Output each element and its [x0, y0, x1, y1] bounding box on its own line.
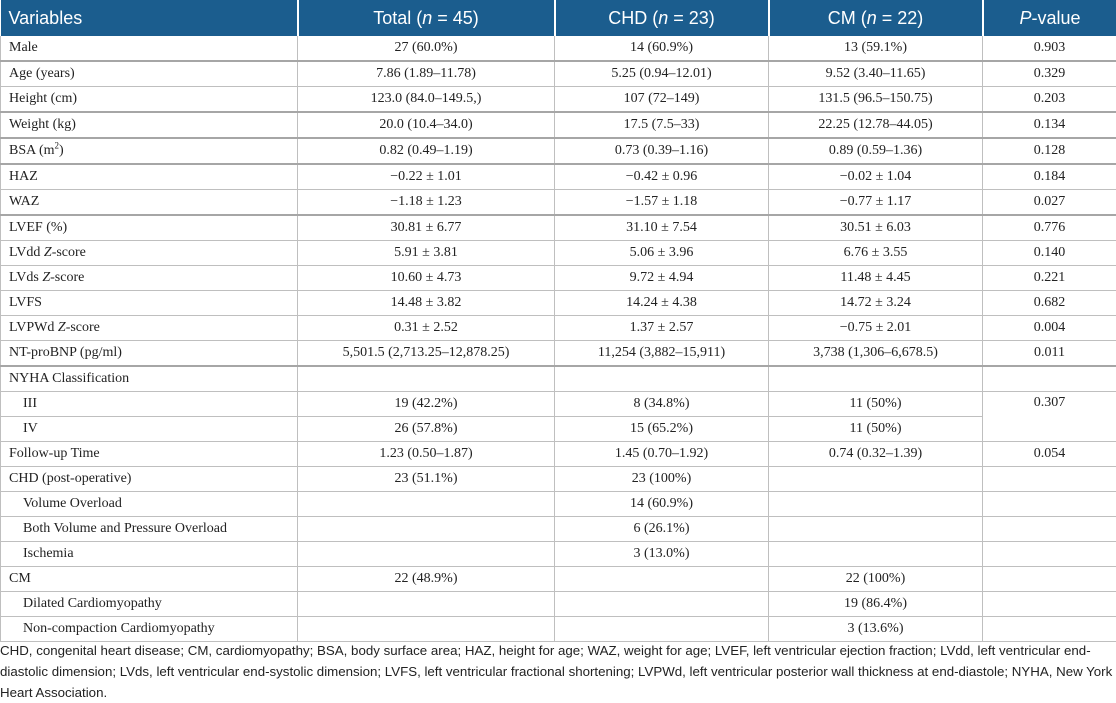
row-label: CM — [1, 567, 298, 592]
row-label: NT-proBNP (pg/ml) — [1, 341, 298, 367]
table-row — [1, 617, 1116, 642]
lvds-label-suffix: -score — [50, 270, 84, 285]
row-label — [1, 266, 298, 291]
cell-cm — [769, 467, 983, 492]
cell-chd: 31.10 ± 7.54 — [555, 215, 769, 241]
cell-p-value: 0.011 — [983, 341, 1116, 367]
header-chd-n: n — [658, 8, 668, 28]
cell-total — [298, 542, 555, 567]
lvpwd-label-z: Z — [58, 320, 66, 335]
row-label: Both Volume and Pressure Overload — [1, 517, 298, 542]
cell-cm — [769, 492, 983, 517]
cell-p-value: 0.682 — [983, 291, 1116, 316]
lvdd-label-suffix: -score — [52, 245, 86, 260]
bsa-label-close: ) — [59, 143, 64, 158]
header-variables — [1, 0, 298, 36]
table-footnote: CHD, congenital heart disease; CM, cardiomyopathy; BSA, body surface area; HAZ, height for age; WAZ, weight for age; LVEF, left ventricular ejection fraction; LVdd, left ventricular end-diastolic dimension; LVds, left ventricular end-systolic dimension; LVFS, left ventricular fractional shortening; LVPWd, left ventricular posterior wall thickness at end-diastole; NYHA, New York Heart Association. — [0, 640, 1114, 703]
cell-total: 27 (60.0%) — [298, 36, 555, 61]
cell-cm: 13 (59.1%) — [769, 36, 983, 61]
cell-p-value — [983, 366, 1116, 392]
cell-chd: 107 (72–149) — [555, 87, 769, 113]
cell-total: 30.81 ± 6.77 — [298, 215, 555, 241]
lvdd-label-text: LVdd — [9, 245, 44, 260]
cell-chd: 1.45 (0.70–1.92) — [555, 442, 769, 467]
header-cm-label: CM ( — [828, 8, 867, 28]
header-p-value — [983, 0, 1116, 36]
cell-total: 123.0 (84.0–149.5,) — [298, 87, 555, 113]
cell-p-value — [983, 492, 1116, 517]
table-row — [1, 164, 1116, 190]
cell-total: 0.31 ± 2.52 — [298, 316, 555, 341]
table-row — [1, 316, 1116, 341]
cell-chd — [555, 366, 769, 392]
cell-p-value: 0.903 — [983, 36, 1116, 61]
table-row — [1, 215, 1116, 241]
cell-total: 5,501.5 (2,713.25–12,878.25) — [298, 341, 555, 367]
cell-cm: 19 (86.4%) — [769, 592, 983, 617]
table-row — [1, 36, 1116, 61]
cell-p-value: 0.221 — [983, 266, 1116, 291]
cell-total: 20.0 (10.4–34.0) — [298, 112, 555, 138]
cell-total: −1.18 ± 1.23 — [298, 190, 555, 216]
cell-cm: 3,738 (1,306–6,678.5) — [769, 341, 983, 367]
lvdd-label-z: Z — [44, 245, 52, 260]
row-label — [1, 138, 298, 164]
cell-chd — [555, 592, 769, 617]
cell-total: 26 (57.8%) — [298, 417, 555, 442]
table-row — [1, 138, 1116, 164]
cell-chd — [555, 617, 769, 642]
cell-total — [298, 592, 555, 617]
row-label: LVFS — [1, 291, 298, 316]
row-label: HAZ — [1, 164, 298, 190]
table-row — [1, 567, 1116, 592]
cell-cm: 3 (13.6%) — [769, 617, 983, 642]
table-row — [1, 492, 1116, 517]
row-label: LVEF (%) — [1, 215, 298, 241]
row-label: III — [1, 392, 298, 417]
cell-chd: 5.06 ± 3.96 — [555, 241, 769, 266]
table-row — [1, 542, 1116, 567]
row-label: Volume Overload — [1, 492, 298, 517]
cell-total: 5.91 ± 3.81 — [298, 241, 555, 266]
header-total-n: n — [422, 8, 432, 28]
cell-cm: 11 (50%) — [769, 417, 983, 442]
table-row — [1, 592, 1116, 617]
cell-cm: 22 (100%) — [769, 567, 983, 592]
cell-p-value: 0.329 — [983, 61, 1116, 87]
cell-cm: 22.25 (12.78–44.05) — [769, 112, 983, 138]
cell-chd: 11,254 (3,882–15,911) — [555, 341, 769, 367]
row-label: CHD (post-operative) — [1, 467, 298, 492]
cell-p-value: 0.134 — [983, 112, 1116, 138]
row-label: Male — [1, 36, 298, 61]
row-label — [1, 316, 298, 341]
cell-cm — [769, 542, 983, 567]
cell-chd: 14 (60.9%) — [555, 492, 769, 517]
row-label: WAZ — [1, 190, 298, 216]
cell-total — [298, 517, 555, 542]
row-label: Height (cm) — [1, 87, 298, 113]
header-chd — [555, 0, 769, 36]
cell-p-value: 0.307 — [983, 392, 1116, 442]
cell-total — [298, 492, 555, 517]
table-row — [1, 61, 1116, 87]
table-row — [1, 392, 1116, 417]
cell-p-value — [983, 542, 1116, 567]
cell-total: 14.48 ± 3.82 — [298, 291, 555, 316]
lvpwd-label-suffix: -score — [66, 320, 100, 335]
cell-p-value: 0.184 — [983, 164, 1116, 190]
table-row — [1, 112, 1116, 138]
cell-total — [298, 617, 555, 642]
cell-p-value: 0.128 — [983, 138, 1116, 164]
cell-cm: 11 (50%) — [769, 392, 983, 417]
table-row — [1, 87, 1116, 113]
header-chd-label: CHD ( — [608, 8, 658, 28]
cell-chd: 15 (65.2%) — [555, 417, 769, 442]
row-label: Dilated Cardiomyopathy — [1, 592, 298, 617]
cell-total: −0.22 ± 1.01 — [298, 164, 555, 190]
row-label: NYHA Classification — [1, 366, 298, 392]
table-body — [1, 36, 1116, 642]
row-label: Weight (kg) — [1, 112, 298, 138]
lvds-label-z: Z — [42, 270, 50, 285]
cell-cm: −0.02 ± 1.04 — [769, 164, 983, 190]
header-p-rest: -value — [1031, 8, 1080, 28]
row-label: Age (years) — [1, 61, 298, 87]
cell-chd: −0.42 ± 0.96 — [555, 164, 769, 190]
header-row — [1, 0, 1116, 36]
cell-p-value: 0.004 — [983, 316, 1116, 341]
cell-total — [298, 366, 555, 392]
cell-p-value — [983, 467, 1116, 492]
cell-cm — [769, 366, 983, 392]
cell-p-value: 0.776 — [983, 215, 1116, 241]
row-label: Non-compaction Cardiomyopathy — [1, 617, 298, 642]
cell-chd: 3 (13.0%) — [555, 542, 769, 567]
lvpwd-label-text: LVPWd — [9, 320, 58, 335]
table-row — [1, 241, 1116, 266]
table-row — [1, 467, 1116, 492]
cell-p-value — [983, 617, 1116, 642]
lvds-label-text: LVds — [9, 270, 42, 285]
table-row — [1, 417, 1116, 442]
table-row — [1, 266, 1116, 291]
bsa-label-superscript: 2 — [55, 140, 60, 150]
cell-cm: 11.48 ± 4.45 — [769, 266, 983, 291]
header-total-count: = 45) — [432, 8, 479, 28]
table-row — [1, 291, 1116, 316]
cell-chd: −1.57 ± 1.18 — [555, 190, 769, 216]
cell-p-value: 0.027 — [983, 190, 1116, 216]
cell-cm: −0.75 ± 2.01 — [769, 316, 983, 341]
cell-p-value — [983, 567, 1116, 592]
cell-p-value: 0.140 — [983, 241, 1116, 266]
cell-chd: 1.37 ± 2.57 — [555, 316, 769, 341]
cell-p-value — [983, 592, 1116, 617]
cell-total: 7.86 (1.89–11.78) — [298, 61, 555, 87]
row-label: Follow-up Time — [1, 442, 298, 467]
cell-chd: 9.72 ± 4.94 — [555, 266, 769, 291]
row-label — [1, 241, 298, 266]
row-label: Ischemia — [1, 542, 298, 567]
cell-cm: 9.52 (3.40–11.65) — [769, 61, 983, 87]
cell-chd: 23 (100%) — [555, 467, 769, 492]
table-row — [1, 190, 1116, 216]
header-p-italic: P — [1019, 8, 1031, 28]
cell-cm: 30.51 ± 6.03 — [769, 215, 983, 241]
cell-total: 22 (48.9%) — [298, 567, 555, 592]
cell-total: 1.23 (0.50–1.87) — [298, 442, 555, 467]
cell-cm: 14.72 ± 3.24 — [769, 291, 983, 316]
table-row — [1, 366, 1116, 392]
cell-chd: 14.24 ± 4.38 — [555, 291, 769, 316]
header-cm-count: = 22) — [877, 8, 924, 28]
row-label: IV — [1, 417, 298, 442]
cell-cm: 6.76 ± 3.55 — [769, 241, 983, 266]
cell-chd: 17.5 (7.5–33) — [555, 112, 769, 138]
header-chd-count: = 23) — [668, 8, 715, 28]
header-total-label: Total ( — [373, 8, 422, 28]
cell-cm: 131.5 (96.5–150.75) — [769, 87, 983, 113]
cell-cm — [769, 517, 983, 542]
cell-total: 0.82 (0.49–1.19) — [298, 138, 555, 164]
cell-chd: 5.25 (0.94–12.01) — [555, 61, 769, 87]
cell-chd: 8 (34.8%) — [555, 392, 769, 417]
table-row — [1, 517, 1116, 542]
cell-chd: 0.73 (0.39–1.16) — [555, 138, 769, 164]
cell-p-value — [983, 517, 1116, 542]
table-row — [1, 341, 1116, 367]
cell-chd: 14 (60.9%) — [555, 36, 769, 61]
header-total — [298, 0, 555, 36]
cell-cm: 0.89 (0.59–1.36) — [769, 138, 983, 164]
cell-cm: −0.77 ± 1.17 — [769, 190, 983, 216]
bsa-label-text: BSA (m — [9, 143, 55, 158]
cell-p-value: 0.054 — [983, 442, 1116, 467]
cell-chd: 6 (26.1%) — [555, 517, 769, 542]
cell-p-value: 0.203 — [983, 87, 1116, 113]
cell-total: 10.60 ± 4.73 — [298, 266, 555, 291]
cell-cm: 0.74 (0.32–1.39) — [769, 442, 983, 467]
header-cm — [769, 0, 983, 36]
cell-chd — [555, 567, 769, 592]
cell-total: 23 (51.1%) — [298, 467, 555, 492]
header-variables-text: Variables — [9, 8, 83, 28]
header-cm-n: n — [867, 8, 877, 28]
table-header — [1, 0, 1116, 36]
table-row — [1, 442, 1116, 467]
cell-total: 19 (42.2%) — [298, 392, 555, 417]
